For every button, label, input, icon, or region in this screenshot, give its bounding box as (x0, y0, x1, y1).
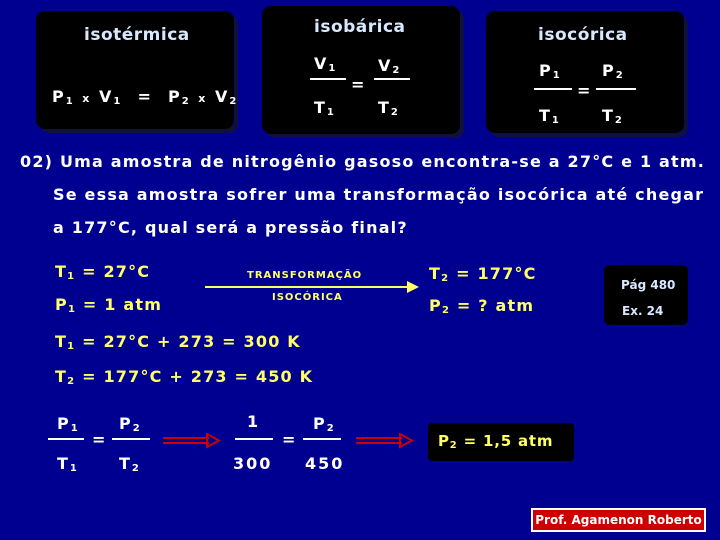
isobarica-box (262, 6, 460, 134)
problem-line-3: a 177°C, qual será a pressão final? (53, 218, 408, 237)
arrow-right-icon (356, 433, 414, 449)
solution-f2-bar1 (235, 438, 273, 440)
reference-box (604, 265, 688, 325)
isobarica-num1: $V_1$ (314, 54, 338, 74)
isobarica-num2: $V_2$ (378, 56, 402, 76)
solution-f2-den1: 300 (233, 454, 273, 473)
solution-f1-num1: $P_1$ (57, 414, 80, 434)
solution-f1-equals: = (92, 430, 106, 449)
arrow-label-top: TRANSFORMAÇÃO (247, 270, 363, 281)
given-p2: $P_2$ = ? atm (429, 296, 535, 316)
solution-f2-bar2 (303, 438, 341, 440)
solution-f2-equals: = (282, 430, 296, 449)
isocorica-den2: $T_2$ (602, 106, 624, 126)
isocorica-den1: $T_1$ (539, 106, 561, 126)
given-p1: $P_1 = 1$ atm (55, 295, 163, 315)
isobarica-den1: $T_1$ (314, 98, 336, 118)
isobarica-frac1-bar (310, 78, 346, 80)
isotermica-formula: $P_1$ x $V_1 = P_2$ x $V_2$ (52, 87, 239, 107)
reference-exercise: Ex. 24 (622, 304, 664, 318)
arrow-label-bottom: ISOCÓRICA (272, 292, 343, 303)
isocorica-box (486, 11, 684, 133)
isocorica-num2: $P_2$ (602, 61, 625, 81)
arrow-right-icon (163, 433, 221, 449)
problem-line-2: Se essa amostra sofrer uma transformação isocórica até chegar (53, 185, 705, 204)
isocorica-frac1-bar (534, 88, 572, 90)
reference-page: Pág 480 (621, 278, 676, 292)
isocorica-equals: = (577, 81, 591, 100)
isocorica-num1: $P_1$ (539, 61, 562, 81)
author-credit: Prof. Agamenon Roberto (531, 508, 706, 532)
isobarica-title: isobárica (314, 17, 406, 37)
conversion-t2: $T_2 = 177^\circ C + 273 = 450$ K (55, 367, 314, 387)
solution-f1-num2: $P_2$ (119, 414, 142, 434)
result-value: $P_2 = 1,5$ atm (438, 432, 554, 451)
solution-f2-num2: $P_2$ (313, 414, 336, 434)
isotermica-title: isotérmica (84, 25, 190, 45)
given-t1: $T_1 = 27^\circ C$ (55, 262, 151, 282)
conversion-t1: $T_1 = 27^\circ C + 273 = 300$ K (55, 332, 301, 352)
solution-f2-den2: 450 (305, 454, 345, 473)
solution-f1-den2: $T_2$ (119, 454, 141, 474)
isobarica-equals: = (351, 75, 365, 94)
isobarica-den2: $T_2$ (378, 98, 400, 118)
result-box (428, 423, 574, 461)
solution-f1-den1: $T_1$ (57, 454, 79, 474)
isotermica-box (36, 11, 239, 129)
problem-line-1: 02) Uma amostra de nitrogênio gasoso encontra-se a 27°C e 1 atm. (20, 152, 706, 171)
isobarica-frac2-bar (374, 78, 410, 80)
given-t2: $T_2 = 177^\circ C$ (429, 264, 537, 284)
isocorica-title: isocórica (538, 25, 628, 45)
solution-f2-num1: 1 (247, 412, 261, 431)
solution-f1-bar1 (48, 438, 84, 440)
isocorica-frac2-bar (596, 88, 636, 90)
solution-f1-bar2 (112, 438, 150, 440)
